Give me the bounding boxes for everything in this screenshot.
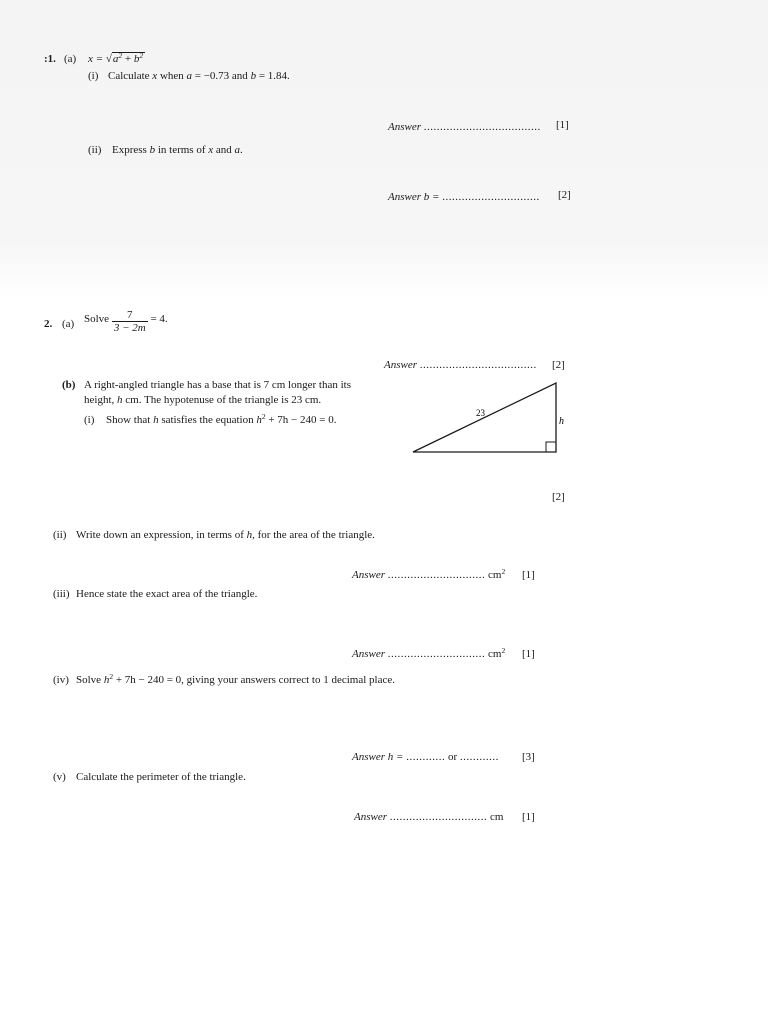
q2-iii-label: (iii) bbox=[53, 588, 70, 600]
q2-b-label: (b) bbox=[62, 379, 76, 391]
q2-v-text: Calculate the perimeter of the triangle. bbox=[76, 771, 246, 783]
q2-iv-marks: [3] bbox=[522, 751, 535, 763]
q2-iii-answer-line[interactable]: Answer .............................. $cm^2$ bbox=[352, 646, 506, 660]
q2-iv-answer-line[interactable]: Answer h = ............ or ............ bbox=[352, 751, 499, 763]
right-angle-marker bbox=[546, 442, 556, 452]
fraction: $\frac{7}{3 - 2m}$ bbox=[113, 309, 146, 334]
q2-iii-marks: [1] bbox=[522, 648, 535, 660]
q1-i-marks: [1] bbox=[556, 119, 569, 131]
q2-v-answer-line[interactable]: Answer .............................. cm bbox=[354, 811, 504, 823]
q1-i-text: Calculate x when a = −0.73 and b = 1.84. bbox=[108, 70, 290, 82]
right-triangle-diagram bbox=[410, 380, 570, 456]
q1-i-label: (i) bbox=[88, 70, 99, 82]
q2-iii-text: Hence state the exact area of the triangle. bbox=[76, 588, 258, 600]
q2-part-a-label: (a) bbox=[62, 318, 75, 330]
q1-part-a-label: (a) bbox=[64, 53, 77, 65]
q2-b-i-label: (i) bbox=[84, 414, 95, 426]
q2-iv-label: (iv) bbox=[53, 674, 69, 686]
q2-ii-text: Write down an expression, in terms of h, for the area of the triangle. bbox=[76, 529, 375, 541]
q2-v-label: (v) bbox=[53, 771, 66, 783]
q2-a-answer-line[interactable]: Answer .................................... bbox=[384, 359, 537, 371]
q1-ii-text: Express b in terms of x and a. bbox=[112, 144, 243, 156]
height-label: h bbox=[559, 416, 564, 427]
q2-a-marks: [2] bbox=[552, 359, 565, 371]
q1-ii-marks: [2] bbox=[558, 189, 571, 201]
q1-ii-label: (ii) bbox=[88, 144, 102, 156]
q2-b-line2: height, h cm. The hypotenuse of the triangle is 23 cm. bbox=[84, 394, 322, 406]
q2-b-i-text: Show that h satisfies the equation $h^2 + 7h - 240 = 0$. bbox=[106, 412, 337, 426]
question-2-number: 2. bbox=[44, 318, 53, 330]
q1-i-answer-line[interactable]: Answer .................................... bbox=[388, 121, 541, 133]
hypotenuse-label: 23 bbox=[476, 408, 485, 418]
q2-ii-marks: [1] bbox=[522, 569, 535, 581]
q2-a-equation: Solve $\frac{7}{3 - 2m}$ = 4. bbox=[84, 309, 168, 334]
q1-formula: $x = √a^2 + b^2$ bbox=[88, 51, 144, 65]
q2-b-line1: A right-angled triangle has a base that is 7 cm longer than its bbox=[84, 379, 351, 391]
question-1-number: :1. bbox=[44, 53, 56, 65]
q2-iv-text: Solve $h^2 + 7h - 240 = 0$, giving your answers correct to 1 decimal place. bbox=[76, 672, 395, 686]
q2-b-i-marks: [2] bbox=[552, 491, 565, 503]
q2-v-marks: [1] bbox=[522, 811, 535, 823]
q1-ii-answer-line[interactable]: Answer b = .............................. bbox=[388, 191, 540, 203]
q2-ii-label: (ii) bbox=[53, 529, 67, 541]
q2-ii-answer-line[interactable]: Answer .............................. $cm^2$ bbox=[352, 567, 506, 581]
